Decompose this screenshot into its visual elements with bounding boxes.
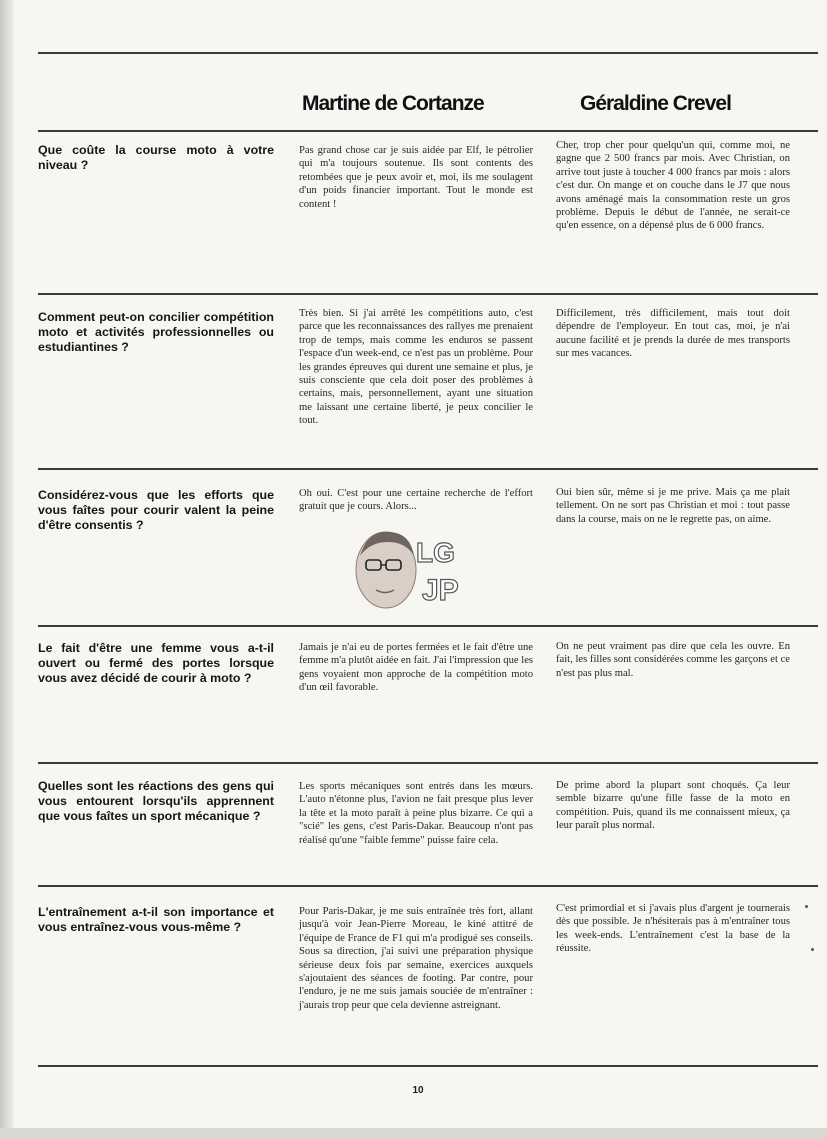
answer-4-martine: Jamais je n'ai eu de portes fermées et le fait d'être une femme m'a plutôt aidée en fait. J'ai l'impression que les gens voyaient mon approche de la compétition moto d'un œil favorable. [299,642,534,694]
print-speck [811,948,814,951]
question-6: L'entraînement a-t-il son importance et vous entraînez-vous vous-même ? [38,905,274,934]
row-divider [38,293,818,295]
row-divider [38,625,818,627]
top-rule [38,52,818,54]
question-1: Que coûte la course moto à votre niveau ? [38,143,274,172]
answer-5-geraldine: De prime abord la plupart sont choqués. Ça leur semble bizarre qu'une fille fasse de la moto en compétition. Puis, quand ils me connaissent mieux, ça leur paraît plus normal. [556,780,790,832]
answer-6-martine: Pour Paris-Dakar, je me suis entraînée très fort, allant jusqu'à voir Jean-Pierre Moreau, le kiné attitré de l'équipe de France de F1 qui m'a prodigué ses conseils. Sous sa direction, j'ai suivi une préparation physique sérieuse deux fois par semaine, exercices auxquels s'ajoutaient des séances de footing. Par contre, pour l'enduro, je ne me suis jamais souciée de m'entraîner : j'aurais trop peur que cela devienne astreignant. [299,906,533,1011]
answer-2-geraldine: Difficilement, très difficilement, mais tout doit dépendre de l'employeur. En tout cas, moi, je n'ai aucune facilité et je prends la durée de mes transports sur mes vacances. [556,308,790,360]
answer-2-martine: Très bien. Si j'ai arrêté les compétitions auto, c'est parce que les reconnaissances des rallyes me prenaient trop de temps, mais comme les enduros se passent l'espace d'un week-end, ce n'est pas un problème. Pour les grandes épreuves qui durent une semaine et plus, je suis consciente que cela doit poser des problèmes à certains, mais, personnellement, ayant une situation me laissant une certaine liberté, je peux concilier le tout. [299,308,533,427]
answer-1-martine: Pas grand chose car je suis aidée par Elf, le pétrolier qui m'a toujours soutenue. Ils sont contents des retombées que je peux avoir et, moi, ils me soulagent d'un poids financier important. Tout le monde est content ! [299,145,533,210]
page-left-edge [0,0,14,1139]
question-2: Comment peut-on concilier compétition moto et activités professionnelles ou estudiantines ? [38,310,274,354]
answer-6-geraldine: C'est primordial et si j'avais plus d'argent je tournerais dès que possible. Je n'hésiterais pas à m'entraîner tous les week-ends. L'entraînement c'est la base de la réussite. [556,903,790,955]
row-divider [38,762,818,764]
answer-4-geraldine: On ne peut vraiment pas dire que cela les ouvre. En fait, les filles sont considérées comme les garçons et ce n'est pas plus mal. [556,641,790,679]
question-4: Le fait d'être une femme vous a-t-il ouvert ou fermé des portes lorsque vous avez décidé de courir à moto ? [38,641,274,685]
question-5: Quelles sont les réactions des gens qui vous entourent lorsqu'ils apprennent que vous faîtes un sport mécanique ? [38,779,274,823]
answer-5-martine: Les sports mécaniques sont entrés dans les mœurs. L'auto n'étonne plus, l'avion ne fait presque plus lever la tête et la moto paraît à peine plus bizarre. Ce qui a "scié" les gens, c'est Paris-Dakar. Beaucoup n'ont pas réalisé qu'une "faible femme" puisse faire cela. [299,781,533,846]
answer-3-martine: Oh oui. C'est pour une certaine recherche de l'effort gratuit que je cours. Alors... [299,488,533,513]
row-divider [38,130,818,132]
bottom-rule [38,1065,818,1067]
row-divider [38,468,818,470]
row-divider [38,885,818,887]
portrait-stamp [348,522,470,614]
answer-1-geraldine: Cher, trop cher pour quelqu'un qui, comme moi, ne gagne que 2 500 francs par mois. Avec Christian, on arrive tout juste à toucher 4 000 francs par mois : alors c'est dur. On mange et on couche dans le J7 que nous avons aménagé mais la consommation reste un gros problème. Depuis le début de l'année, ne serait-ce qu'en essence, on a dépensé plus de 6 000 francs. [556,140,790,232]
page-number: 10 [412,1085,424,1096]
column-header-martine: Martine de Cortanze [302,92,484,115]
answer-3-geraldine: Oui bien sûr, même si je me prive. Mais ça me plait tellement. On ne sort pas Christian et moi : tout passe dans la course, mais on ne le regrette pas, on aime. [556,487,790,525]
print-speck [805,905,808,908]
question-3: Considérez-vous que les efforts que vous faîtes pour courir valent la peine d'être consentis ? [38,488,274,532]
stamp-text-top: LG [416,537,455,568]
stamp-text-bottom: JP [422,574,459,607]
column-header-geraldine: Géraldine Crevel [580,92,731,115]
page-bottom-edge [0,1128,827,1139]
